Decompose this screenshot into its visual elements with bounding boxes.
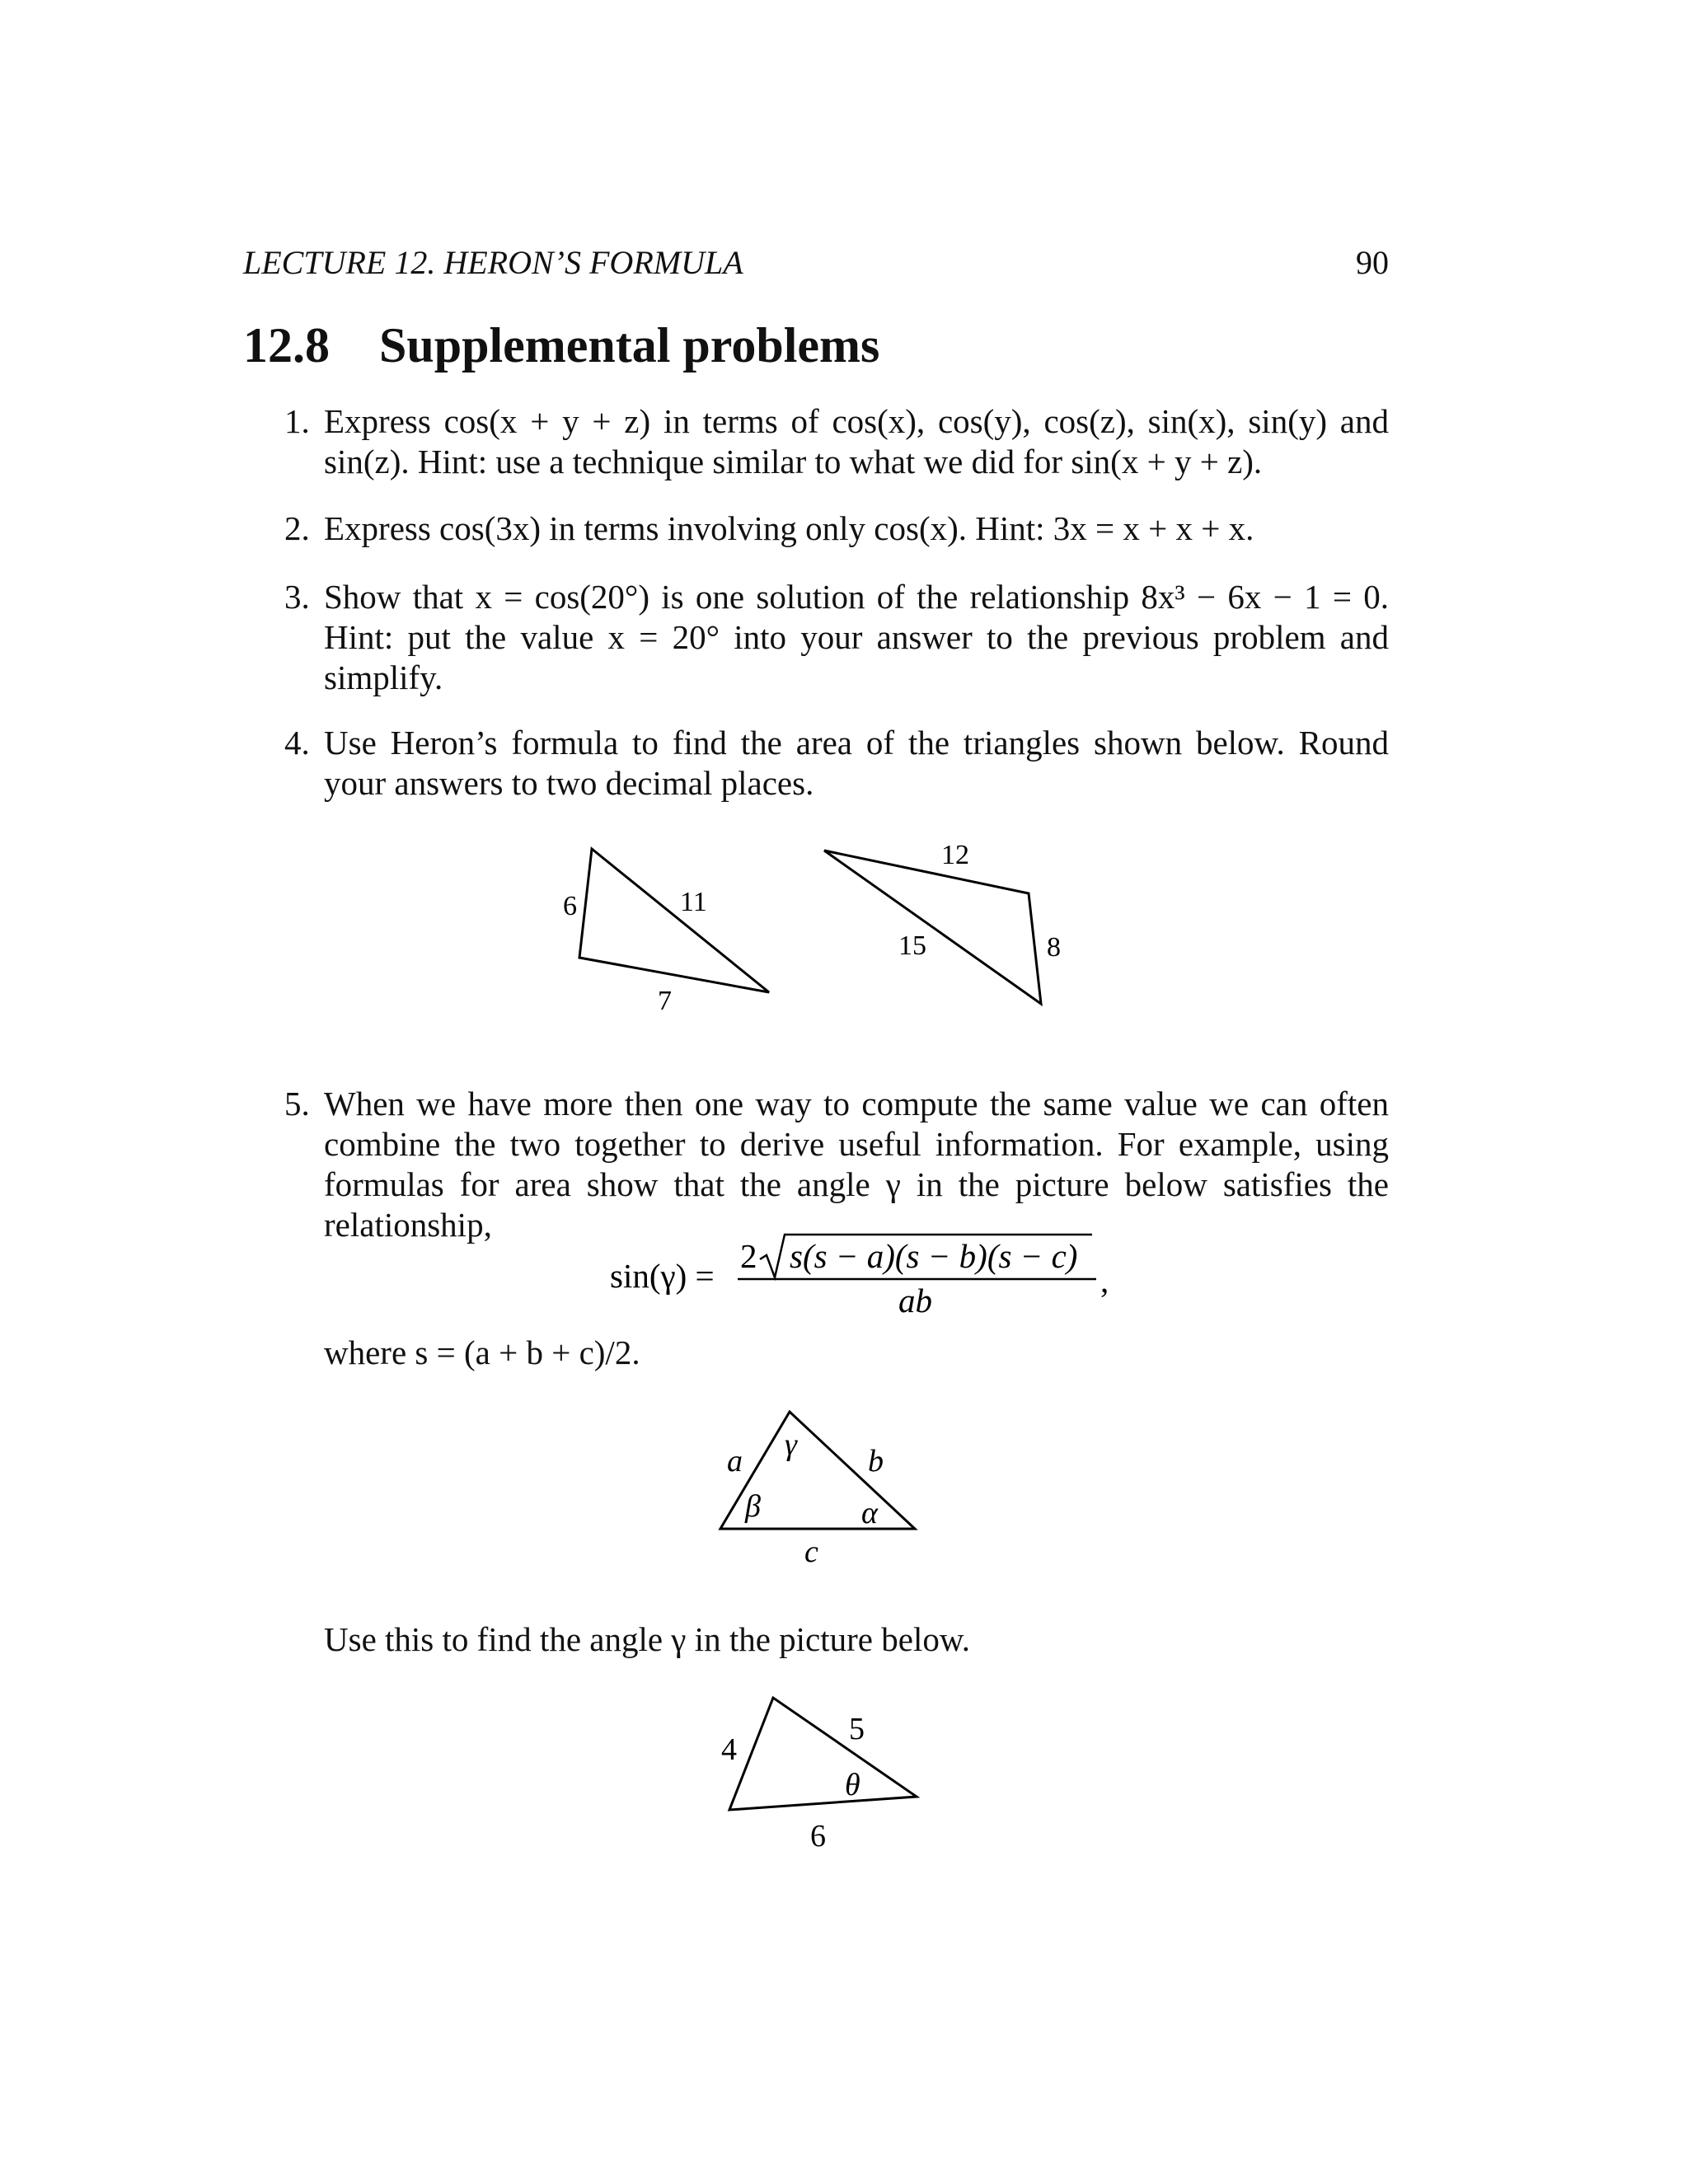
problem-line: relationship, [324, 1206, 492, 1244]
problem-number: 2. [284, 509, 310, 547]
side-label: 8 [1047, 932, 1061, 963]
side-label: 11 [680, 887, 707, 917]
side-label: 6 [810, 1819, 826, 1854]
problem-line: Use Heron’s formula to find the area of the triangles shown below. Round [324, 724, 1389, 762]
triangle-4-5-6 [729, 1698, 917, 1810]
page-number: 90 [1356, 244, 1389, 281]
problem-line: Express cos(x + y + z) in terms of cos(x), cos(y), cos(z), sin(x), sin(y) and [324, 402, 1389, 440]
problem-number: 4. [284, 724, 310, 762]
side-label-b: b [868, 1444, 884, 1479]
side-label: 5 [849, 1712, 865, 1746]
formula-trailing-comma: , [1100, 1262, 1109, 1300]
problem-line: Express cos(3x) in terms involving only cos(x). Hint: 3x = x + x + x. [324, 509, 1254, 547]
problem-number: 5. [284, 1085, 310, 1122]
followup-text: Use this to find the angle γ in the picture below. [324, 1620, 971, 1658]
section-title-text: Supplemental problems [379, 318, 880, 373]
angle-label-beta: β [745, 1489, 761, 1524]
formula-radicand: s(s − a)(s − b)(s − c) [790, 1237, 1078, 1275]
side-label: 4 [721, 1732, 737, 1767]
problem-line: Show that x = cos(20°) is one solution of the relationship 8x³ − 6x − 1 = 0. [324, 578, 1389, 616]
section-number: 12.8 [243, 318, 330, 373]
angle-label-theta: θ [845, 1768, 860, 1802]
problem-line: formulas for area show that the angle γ in the picture below satisfies the [324, 1165, 1389, 1203]
side-label-c: c [804, 1535, 818, 1569]
angle-label-gamma: γ [785, 1427, 797, 1462]
formula-coefficient: 2 [740, 1237, 757, 1275]
problem-number: 1. [284, 402, 310, 440]
side-label: 7 [658, 986, 672, 1016]
side-label: 6 [563, 891, 577, 921]
problem-line: simplify. [324, 658, 443, 696]
formula-lhs: sin(γ) = [610, 1257, 715, 1295]
problem-line: combine the two together to derive useful information. For example, using [324, 1125, 1389, 1163]
problem-line: sin(z). Hint: use a technique similar to what we did for sin(x + y + z). [324, 443, 1263, 480]
where-line: where s = (a + b + c)/2. [324, 1333, 640, 1371]
side-label-a: a [727, 1444, 743, 1479]
angle-label-alpha: α [861, 1496, 878, 1530]
side-label: 15 [898, 930, 926, 961]
problem-number: 3. [284, 578, 310, 616]
running-head: LECTURE 12. HERON’S FORMULA [243, 244, 743, 281]
side-label: 12 [941, 840, 969, 870]
formula-denominator: ab [898, 1282, 932, 1319]
problem-line: When we have more then one way to compute the same value we can often [324, 1085, 1389, 1122]
problem-line: your answers to two decimal places. [324, 764, 814, 802]
problem-line: Hint: put the value x = 20° into your answer to the previous problem and [324, 618, 1389, 656]
